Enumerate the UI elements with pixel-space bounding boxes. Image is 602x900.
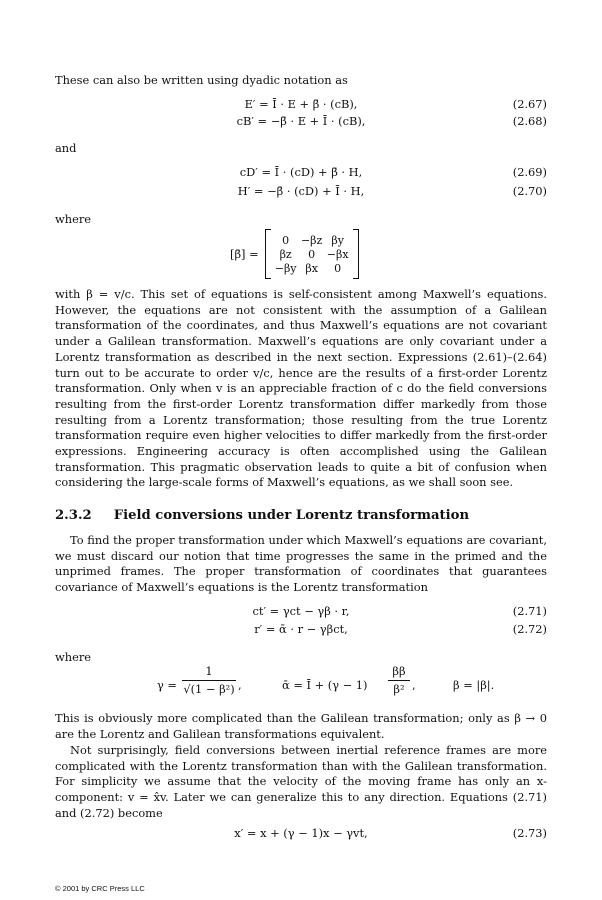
matrix-cell: −βz [300, 233, 323, 247]
equation-2-72 [55, 622, 547, 638]
and-text: and [55, 141, 77, 155]
fraction-line [388, 680, 410, 681]
paragraph-body-2: To find the proper transformation under which Maxwell’s equations are covariant, we must discard our notion that time progresses the same in the primed and the unprimed frames. The proper transformation of coordinates that guarantees covariance of Maxwell’s equations is the Lorentz transformation [55, 533, 547, 595]
equation-2-71 [55, 604, 547, 620]
equation-body: E′ = Ī · E + β̄ · (cB), [244, 97, 358, 111]
gamma-definitions [55, 664, 547, 704]
matrix-cell: −βx [326, 247, 349, 261]
equation-body: H′ = −β̄ · (cD) + Ī · H, [237, 184, 365, 198]
fraction-line [182, 680, 236, 681]
paragraph-body-3: This is obviously more complicated than the Galilean transformation; only as β → 0 are the Lorentz and Galilean transformations equivalent. [55, 711, 547, 741]
matrix-right-bracket [353, 229, 359, 279]
beta-magnitude: β = |β|. [453, 678, 495, 692]
section-title: Field conversions under Lorentz transformation [113, 508, 470, 523]
matrix-cell: 0 [282, 233, 290, 247]
equation-body: ct′ = γct − γβ · r, [252, 604, 350, 618]
gamma-denominator: √(1 − β²) [183, 682, 235, 696]
equation-2-67 [55, 97, 547, 113]
gamma-comma: , [238, 678, 242, 692]
paragraph-body-4: Not surprisingly, field conversions between inertial reference frames are more complicated with the Lorentz transformation than with the Galilean transformation. For simplicity we assume that the velocity of the moving frame has only an x-component: v = x̂v. Later we can generalize this to any direction. Equations (2.71) and (2.72) become [55, 743, 547, 820]
alpha-comma: , [412, 678, 416, 692]
equation-number: (2.71) [512, 604, 547, 618]
equation-number: (2.70) [512, 184, 547, 198]
where-text: where [55, 212, 92, 226]
equation-number: (2.68) [512, 114, 547, 128]
matrix-cell: βx [305, 261, 318, 275]
alpha-lhs: ᾱ = Ī + (γ − 1) [282, 678, 368, 692]
equation-2-70 [55, 184, 547, 200]
gamma-lhs: γ = [157, 678, 177, 692]
equation-2-69 [55, 165, 547, 181]
equation-body: cD′ = Ī · (cD) + β̄ · H, [239, 165, 363, 179]
section-number: 2.3.2 [55, 508, 92, 523]
equation-number: (2.72) [512, 622, 547, 636]
equation-number: (2.69) [512, 165, 547, 179]
equation-number: (2.73) [512, 826, 547, 840]
equation-2-68 [55, 114, 547, 130]
alpha-fraction [388, 664, 410, 696]
equation-2-73 [55, 826, 547, 842]
alpha-denominator: β² [393, 682, 405, 696]
matrix-lhs: [β̄] = [230, 247, 259, 261]
beta-matrix [230, 230, 359, 278]
gamma-fraction [182, 664, 236, 696]
gamma-numerator: 1 [205, 664, 213, 678]
intro-text: These can also be written using dyadic notation as [55, 73, 348, 87]
equation-body: x′ = x + (γ − 1)x − γvt, [234, 826, 368, 840]
equation-body: cB′ = −β̄ · E + Ī · (cB), [236, 114, 366, 128]
matrix-cell: βz [279, 247, 292, 261]
copyright-footer: © 2001 by CRC Press LLC [55, 884, 145, 893]
section-heading [55, 508, 469, 523]
matrix-cell: 0 [308, 247, 316, 261]
matrix-cell: −βy [274, 261, 297, 275]
matrix-cell: βy [331, 233, 344, 247]
paragraph-body-1: with β = v/c. This set of equations is self-consistent among Maxwell’s equations. However, the equations are not consistent with the assumption of a Galilean transformation of the coordinates, and thus Maxwell’s equations are not covariant under a Galilean transformation. Maxwell’s equations are only covariant under a Lorentz transformation as described in the next section. Expressions (2.61)–(2.64) turn out to be accurate to order v/c, hence are the results of a first-order Lorentz transformation. Only when v is an appreciable fraction of c do the field conversions resulting from the first-order Lorentz transformation differ markedly from those resulting from a Lorentz transformation; those resulting from the true Lorentz transformation require even higher velocities to differ markedly from the first-order expressions. Engineering accuracy is often accomplished using the Galilean transformation. This pragmatic observation leads to quite a bit of confusion when considering the large-scale forms of Maxwell’s equations, as we shall soon see. [55, 287, 547, 490]
equation-body: r′ = ᾱ · r − γβct, [254, 622, 348, 636]
equation-number: (2.67) [512, 97, 547, 111]
matrix-grid [271, 234, 353, 275]
where-text-2: where [55, 650, 92, 664]
matrix-cell: 0 [334, 261, 342, 275]
alpha-numerator: ββ [392, 664, 406, 678]
